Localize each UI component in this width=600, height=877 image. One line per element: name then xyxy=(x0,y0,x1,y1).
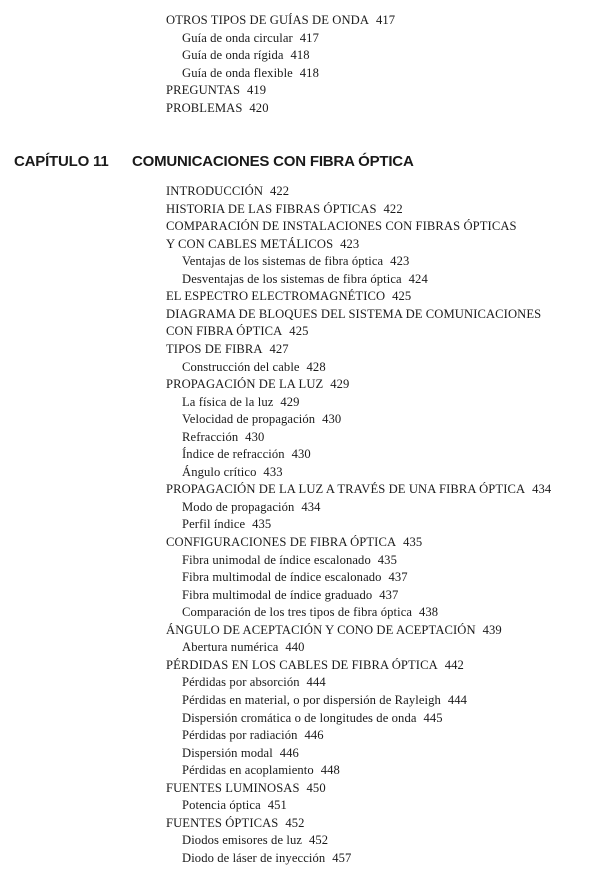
toc-page-number: 433 xyxy=(263,464,283,479)
toc-entry-text: La física de la luz xyxy=(182,394,274,409)
toc-subentry xyxy=(182,692,467,708)
toc-page-number: 423 xyxy=(340,236,360,251)
toc-entry xyxy=(166,657,464,673)
toc-subentry xyxy=(182,253,409,269)
toc-entry-text: Pérdidas por absorción xyxy=(182,675,300,690)
toc-page-number: 417 xyxy=(375,13,396,27)
toc-page-number: 422 xyxy=(269,184,290,198)
toc-entry xyxy=(166,481,551,497)
toc-page-number: 428 xyxy=(306,359,326,374)
toc-page-number: 439 xyxy=(482,622,502,637)
toc-page-number: 450 xyxy=(306,780,326,795)
toc-entry-text: CON FIBRA ÓPTICA xyxy=(166,324,283,339)
toc-entry-text: Fibra unimodal de índice escalonado xyxy=(182,552,371,567)
toc-subentry xyxy=(182,394,300,410)
toc-entry-text: Comparación de los tres tipos de fibra óptica xyxy=(182,605,413,620)
toc-entry-text: Índice de refracción xyxy=(182,447,285,462)
toc-entry xyxy=(166,376,349,392)
toc-page-number: 457 xyxy=(332,850,352,865)
toc-subentry xyxy=(182,587,398,603)
toc-entry-text: EL ESPECTRO ELECTROMAGNÉTICO xyxy=(166,289,386,304)
toc-entry-text: Pérdidas en acoplamiento xyxy=(182,763,314,778)
toc-entry xyxy=(166,183,289,199)
toc-page-number: 423 xyxy=(390,254,410,269)
toc-subentry xyxy=(182,359,326,375)
toc-entry-text: PÉRDIDAS EN LOS CABLES DE FIBRA ÓPTICA xyxy=(166,657,438,672)
toc-page-number: 435 xyxy=(377,552,397,567)
toc-entry xyxy=(166,306,541,322)
toc-entry-text: INTRODUCCIÓN xyxy=(166,184,264,198)
toc-entry-text: Fibra multimodal de índice graduado xyxy=(182,587,373,602)
toc-entry-text: Pérdidas por radiación xyxy=(182,728,298,743)
toc-entry-text: COMPARACIÓN DE INSTALACIONES CON FIBRAS ÓPTICAS xyxy=(166,219,517,234)
toc-subentry xyxy=(182,745,299,761)
toc-page-number: 430 xyxy=(322,412,342,427)
toc-entry-text: Abertura numérica xyxy=(182,640,279,655)
toc-page-number: 446 xyxy=(279,745,299,760)
toc-entry-text: Fibra multimodal de índice escalonado xyxy=(182,570,382,585)
toc-page-number: 444 xyxy=(306,675,326,690)
toc-entry-text: Ángulo crítico xyxy=(182,464,257,479)
toc-page-number: 418 xyxy=(290,48,310,63)
toc-page-number: 422 xyxy=(383,201,403,216)
toc-entry-text: Ventajas de los sistemas de fibra óptica xyxy=(182,254,384,269)
toc-entry-text: PREGUNTAS xyxy=(166,83,241,98)
toc-entry-text: ÁNGULO DE ACEPTACIÓN Y CONO DE ACEPTACIÓN xyxy=(166,622,476,637)
toc-entry xyxy=(166,218,517,234)
toc-page-number: 446 xyxy=(304,728,324,743)
toc-entry-text: Dispersión modal xyxy=(182,745,273,760)
toc-subentry xyxy=(182,674,326,690)
toc-entry-text: HISTORIA DE LAS FIBRAS ÓPTICAS xyxy=(166,201,377,216)
toc-page-number: 418 xyxy=(299,65,319,80)
toc-entry xyxy=(166,323,309,339)
toc-page-number: 417 xyxy=(299,30,319,45)
chapter-title: COMUNICACIONES CON FIBRA ÓPTICA xyxy=(132,153,414,170)
toc-page-number: 425 xyxy=(289,324,309,339)
toc-entry-text: Diodos emisores de luz xyxy=(182,833,303,848)
toc-page-number: 435 xyxy=(252,517,272,532)
toc-subentry xyxy=(182,411,341,427)
toc-page-number: 440 xyxy=(285,640,305,655)
toc-page-number: 434 xyxy=(301,499,321,514)
toc-entry xyxy=(166,534,422,550)
toc-page-number: 430 xyxy=(291,447,311,462)
toc-entry-text: OTROS TIPOS DE GUÍAS DE ONDA xyxy=(166,13,370,27)
toc-entry xyxy=(166,12,395,28)
toc-entry-text: Modo de propagación xyxy=(182,499,295,514)
toc-subentry xyxy=(182,464,283,480)
toc-entry-text: Dispersión cromática o de longitudes de onda xyxy=(182,710,417,725)
toc-page-number: 424 xyxy=(408,271,428,286)
toc-subentry xyxy=(182,569,408,585)
toc-subentry xyxy=(182,832,328,848)
toc-entry xyxy=(166,100,269,116)
toc-entry-text: Guía de onda circular xyxy=(182,30,293,45)
toc-entry-text: Potencia óptica xyxy=(182,798,261,813)
toc-entry-text: PROPAGACIÓN DE LA LUZ A TRAVÉS DE UNA FIBRA ÓPTICA xyxy=(166,482,526,497)
toc-entry xyxy=(166,341,289,357)
toc-subentry xyxy=(182,639,305,655)
toc-entry-text: Refracción xyxy=(182,429,239,444)
toc-entry xyxy=(166,815,305,831)
toc-page-number: 419 xyxy=(247,83,267,98)
toc-subentry xyxy=(182,762,340,778)
toc-subentry xyxy=(182,516,271,532)
toc-subentry xyxy=(182,797,287,813)
toc-page-number: 434 xyxy=(532,482,552,497)
toc-subentry xyxy=(182,271,428,287)
toc-page-number: 437 xyxy=(379,587,399,602)
toc-entry-text: FUENTES LUMINOSAS xyxy=(166,780,300,795)
toc-entry-text: Construcción del cable xyxy=(182,359,300,374)
toc-page-number: 438 xyxy=(419,605,439,620)
toc-page-number: 452 xyxy=(285,815,305,830)
toc-entry xyxy=(166,201,403,217)
toc-page-number: 445 xyxy=(423,710,443,725)
toc-entry-text: FUENTES ÓPTICAS xyxy=(166,815,279,830)
toc-entry-text: TIPOS DE FIBRA xyxy=(166,341,263,356)
toc-entry-text: Desventajas de los sistemas de fibra óptica xyxy=(182,271,402,286)
toc-page-number: 442 xyxy=(444,657,464,672)
toc-page-number: 448 xyxy=(320,763,340,778)
toc-entry-text: Perfil índice xyxy=(182,517,246,532)
toc-page-number: 435 xyxy=(403,535,423,549)
toc-page-number: 425 xyxy=(392,289,412,304)
toc-subentry xyxy=(182,429,264,445)
toc-entry xyxy=(166,236,359,252)
toc-subentry xyxy=(182,850,351,866)
toc-entry-text: PROPAGACIÓN DE LA LUZ xyxy=(166,377,324,392)
toc-page-number: 452 xyxy=(309,833,329,848)
toc-entry-text: DIAGRAMA DE BLOQUES DEL SISTEMA DE COMUNICACIONES xyxy=(166,306,542,321)
toc-page-number: 444 xyxy=(447,692,468,707)
toc-entry-text: PROBLEMAS xyxy=(166,101,243,115)
toc-page-number: 451 xyxy=(267,798,287,813)
toc-entry-text: CONFIGURACIONES DE FIBRA ÓPTICA xyxy=(166,535,397,549)
chapter-heading xyxy=(14,153,414,171)
toc-entry-text: Y CON CABLES METÁLICOS xyxy=(166,236,334,251)
toc-page-number: 429 xyxy=(330,377,350,392)
toc-subentry xyxy=(182,499,321,515)
toc-entry xyxy=(166,622,502,638)
toc-entry-text: Pérdidas en material, o por dispersión de Rayleigh xyxy=(182,692,441,707)
toc-subentry xyxy=(182,47,310,63)
toc-subentry xyxy=(182,710,443,726)
toc-page-number: 430 xyxy=(245,429,265,444)
toc-subentry xyxy=(182,604,438,620)
toc-subentry xyxy=(182,30,319,46)
toc-page-number: 429 xyxy=(280,394,300,409)
toc-page-number: 420 xyxy=(249,101,269,115)
toc-page-number: 427 xyxy=(269,341,289,356)
toc-entry-text: Guía de onda flexible xyxy=(182,65,293,80)
toc-entry xyxy=(166,82,266,98)
toc-entry-text: Diodo de láser de inyección xyxy=(182,850,326,865)
toc-entry-text: Guía de onda rígida xyxy=(182,48,284,63)
toc-subentry xyxy=(182,446,311,462)
toc-subentry xyxy=(182,552,397,568)
toc-entry xyxy=(166,288,411,304)
toc-entry-text: Velocidad de propagación xyxy=(182,412,316,427)
toc-subentry xyxy=(182,65,319,81)
toc-entry xyxy=(166,780,326,796)
toc-subentry xyxy=(182,727,324,743)
chapter-label: CAPÍTULO 11 xyxy=(14,153,109,170)
toc-page-number: 437 xyxy=(388,570,408,585)
